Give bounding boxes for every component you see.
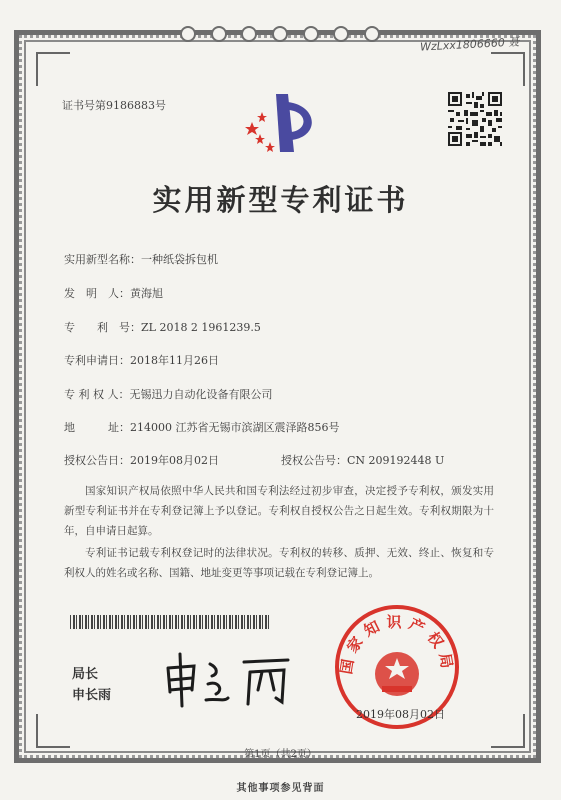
grant-number-label: 授权公告号：	[281, 454, 347, 467]
grant-date-label: 授权公告日：	[64, 454, 130, 467]
grant-date-value: 2019年08月02日	[130, 454, 219, 467]
patent-holder-value: 无锡迅力自动化设备有限公司	[129, 388, 273, 401]
signer-title: 局长	[72, 667, 99, 682]
application-date-row	[64, 352, 219, 368]
corner-ornament	[491, 52, 525, 86]
qr-code-icon	[446, 90, 504, 148]
seal-text: 国家知识产权局	[337, 613, 457, 676]
patent-holder-label: 专 利 权 人：	[64, 388, 130, 401]
inventor-row	[64, 285, 163, 301]
corner-ornament	[491, 714, 525, 748]
grant-number-row	[281, 452, 444, 468]
corner-ornament	[36, 52, 70, 86]
corner-ornament	[36, 714, 70, 748]
inventor-value: 黄海旭	[130, 287, 163, 300]
page-indicator: 第1页（共2页）	[244, 749, 317, 760]
patent-holder-row	[64, 386, 273, 402]
legal-status-paragraph: 专利证书记载专利权登记时的法律状况。专利权的转移、质押、无效、终止、恢复和专利权人的姓名或名称、国籍、地址变更等事项记载在专利登记簿上。	[64, 547, 494, 579]
signer-name: 申长雨	[72, 688, 112, 703]
address-label: 地 址：	[64, 421, 130, 434]
certificate-number: 证书号第9186883号	[62, 99, 166, 112]
patent-number-value: ZL 2018 2 1961239.5	[141, 321, 261, 334]
grant-date-row	[64, 452, 219, 468]
patent-number-row	[64, 319, 261, 335]
application-date-label: 专利申请日：	[64, 354, 130, 367]
grant-statement-paragraph: 国家知识产权局依照中华人民共和国专利法经过初步审查，决定授予专利权，颁发实用新型专利证书并在专利登记簿上予以登记。专利权自授权公告之日起生效。专利权期限为十年，自申请日起算。	[64, 485, 494, 537]
footer-note: 其他事项参见背面	[236, 783, 325, 794]
top-ornament	[180, 26, 380, 42]
address-row	[64, 419, 339, 435]
patent-office-logo-icon	[236, 92, 322, 160]
certificate-title: 实用新型专利证书	[152, 183, 409, 217]
patent-number-label: 专 利 号：	[64, 321, 141, 334]
utility-model-name-row	[64, 251, 218, 267]
utility-model-name-value: 一种纸袋拆包机	[141, 253, 218, 266]
issue-date: 2019年08月02日	[356, 708, 445, 721]
handwritten-note: WzLxx1806660 聂	[419, 35, 520, 54]
application-date-value: 2018年11月26日	[130, 354, 219, 367]
grant-number-value: CN 209192448 U	[347, 454, 445, 467]
barcode	[70, 615, 270, 629]
handwritten-signature-icon	[158, 650, 298, 710]
address-value: 214000 江苏省无锡市滨湖区震泽路856号	[130, 421, 340, 434]
utility-model-name-label: 实用新型名称：	[64, 253, 141, 266]
inventor-label: 发 明 人：	[64, 287, 130, 300]
